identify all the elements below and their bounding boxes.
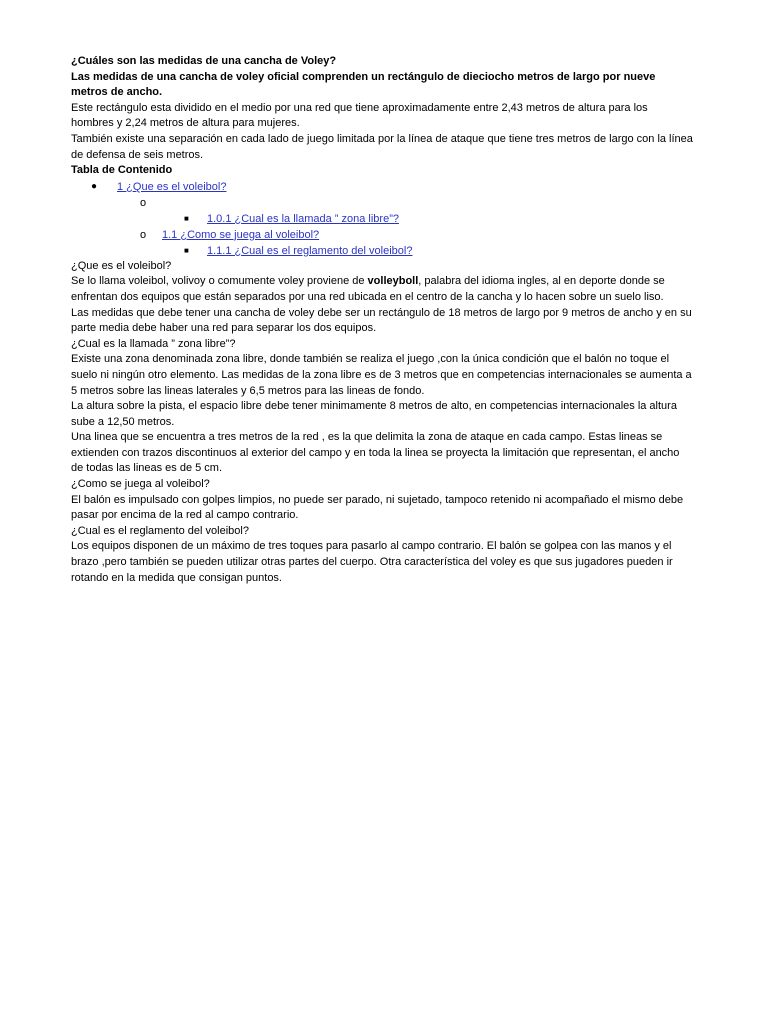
section-heading-zona-libre: ¿Cual es la llamada ” zona libre”? (71, 337, 236, 350)
section-heading-reglamento: ¿Cual es el reglamento del voleibol? (71, 524, 249, 537)
intro-paragraph-attack-line: También existe una separación en cada lado de juego limitada por la línea de ataque que tiene tres metros de largo con la línea de defensa de seis metros. (71, 132, 693, 161)
section1-bold-term: volleyboll (367, 275, 419, 288)
toc-row-2 (71, 211, 693, 227)
circle-bullet-icon: o (140, 196, 147, 209)
intro-paragraph-net: Este rectángulo esta dividido en el medio por una red que tiene aproximadamente entre 2,43 metros de altura para los hombres y 2,24 metros de altura para mujeres. (71, 101, 648, 130)
section3-paragraph-1: El balón es impulsado con golpes limpios, no puede ser parado, ni sujetado, tampoco retenido ni acompañado el mismo debe pasar por encima de la red al campo contrario. (71, 493, 684, 522)
toc-row-empty (71, 195, 693, 211)
section2-paragraph-2: La altura sobre la pista, el espacio libre debe tener minimamente 8 metros de alto, en competencias internacionales la altura sube a 12,50 metros. (71, 400, 677, 428)
toc-row-3 (71, 227, 693, 243)
section1-text-before: Se lo llama voleibol, volivoy o comumente voley proviene de (71, 275, 368, 288)
toc-link-que-es-voleibol[interactable]: 1 ¿Que es el voleibol? (117, 180, 227, 193)
toc-link-reglamento[interactable]: 1.1.1 ¿Cual es el reglamento del voleibol? (207, 244, 413, 257)
circle-bullet-icon: o (140, 228, 147, 241)
table-of-contents (71, 179, 693, 259)
section-heading-que-es-voleibol: ¿Que es el voleibol? (71, 259, 172, 272)
section1-paragraph-2: Las medidas que debe tener una cancha de voley debe ser un rectángulo de 18 metros de largo por 9 metros de ancho y en su parte media debe haber una red para separar los dos equipos. (71, 306, 692, 335)
square-bullet-icon: ■ (184, 213, 189, 223)
square-bullet-icon: ■ (184, 245, 189, 255)
toc-row-1 (71, 179, 693, 195)
toc-link-zona-libre[interactable]: 1.0.1 ¿Cual es la llamada ” zona libre”? (207, 212, 399, 225)
section2-paragraph-1: Existe una zona denominada zona libre, donde también se realiza el juego ,con la única condición que el balón no toque el suelo ni ningún otro elemento. Las medidas de la zona libre es de 3 metros que en competencias internacionales se aumenta a 5 metros sobre las lineas laterales y 6,5 metros para las lineas de fondo. (71, 353, 692, 397)
section-heading-como-se-juega: ¿Como se juega al voleibol? (71, 478, 210, 491)
main-question-heading: ¿Cuáles son las medidas de una cancha de Voley? (71, 55, 337, 67)
toc-link-como-se-juega[interactable]: 1.1 ¿Como se juega al voleibol? (162, 228, 320, 241)
toc-title: Tabla de Contenido (71, 164, 173, 177)
document-body (71, 54, 693, 586)
disc-bullet-icon: ● (91, 180, 98, 192)
main-answer: Las medidas de una cancha de voley oficial comprenden un rectángulo de dieciocho metros de largo por nueve metros de ancho. (71, 70, 656, 99)
section4-paragraph-1: Los equipos disponen de un máximo de tres toques para pasarlo al campo contrario. El balón se golpea con las manos y el brazo ,pero también se pueden utilizar otras partes del cuerpo. Otra característica del voley es que sus jugadores pueden ir rotando en la medida que consigan puntos. (71, 540, 673, 584)
section1-paragraph-1 (71, 274, 693, 305)
toc-row-4 (71, 243, 693, 259)
section2-paragraph-3: Una linea que se encuentra a tres metros de la red , es la que delimita la zona de ataque en cada campo. Estas lineas se extienden con trazos discontinuos al exterior del campo y en toda la linea se proyecta la limitación que representan, el ancho de todas las lineas es de 5 cm. (71, 431, 680, 475)
section1-text-after: , palabra del idioma ingles, al en deporte donde se enfrentan dos equipos que están separados por una red ubicada en el centro de la cancha y lo hacen sobre un suelo liso. (71, 275, 665, 303)
